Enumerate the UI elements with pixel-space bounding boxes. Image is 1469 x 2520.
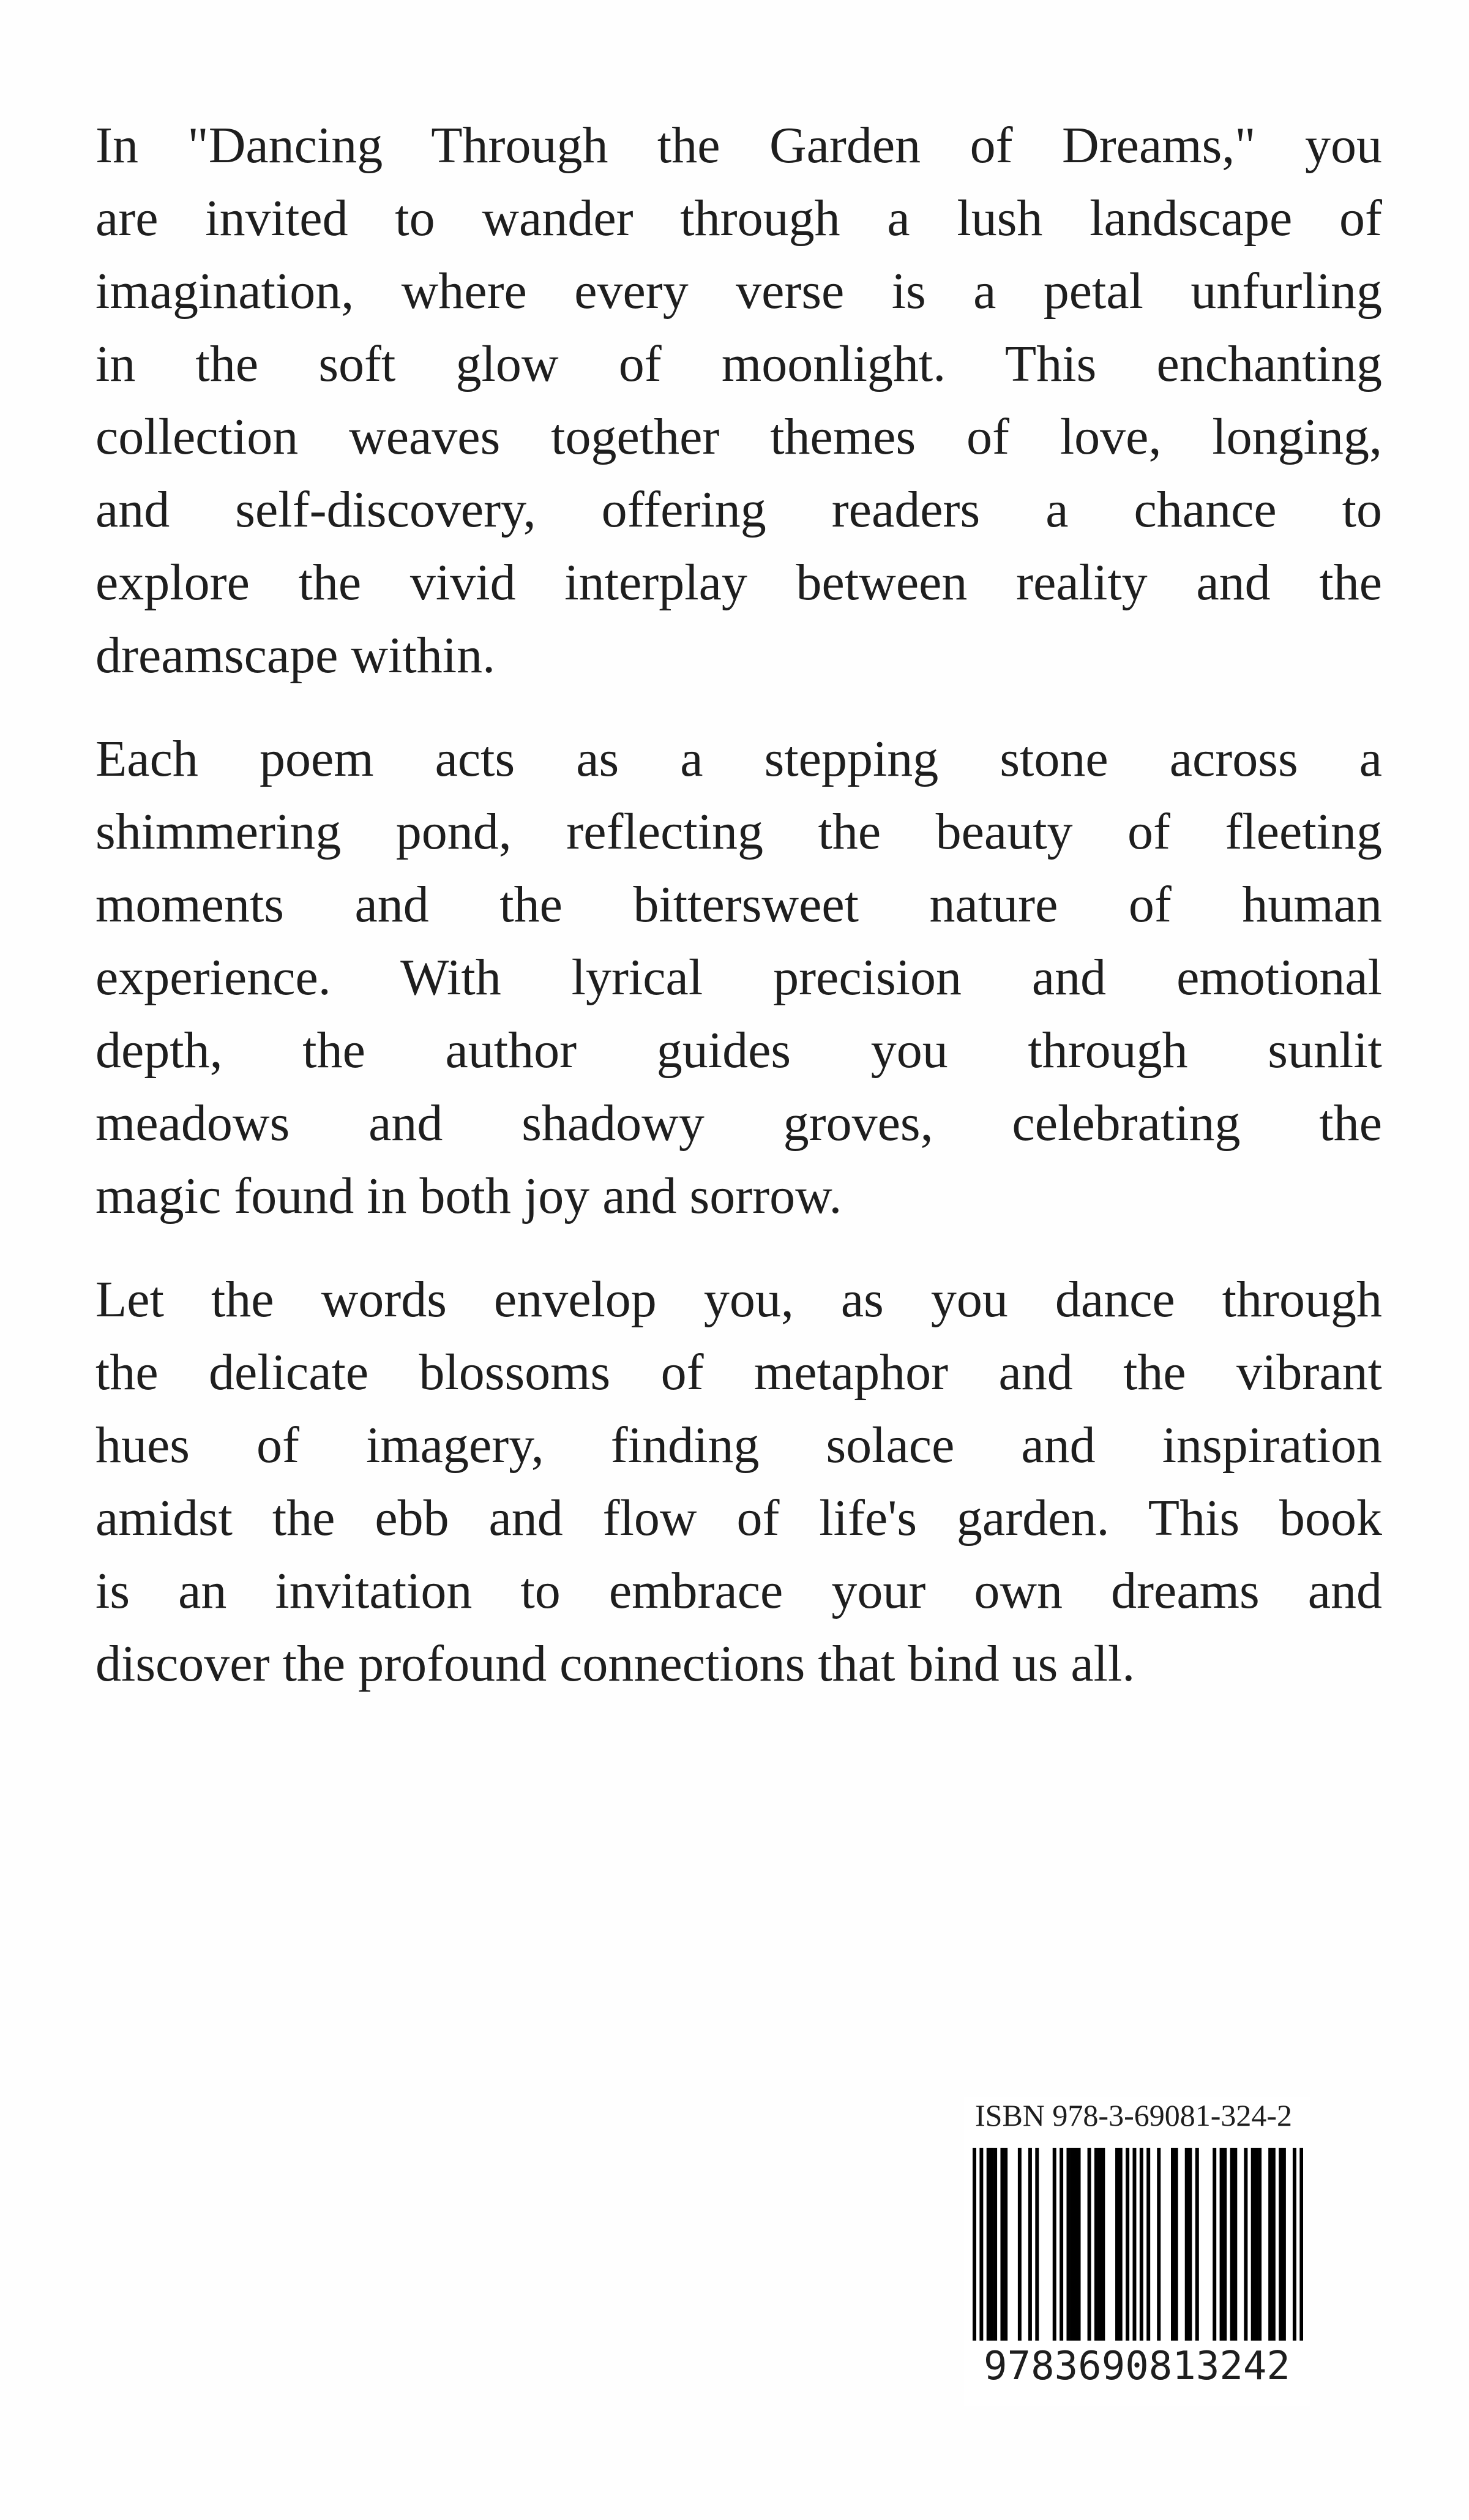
text-line: meadows and shadowy groves, celebrating the: [95, 1095, 1382, 1152]
back-cover-description: [95, 109, 1382, 1731]
barcode-bar: [1140, 2148, 1143, 2341]
isbn-barcode-block: [964, 2097, 1310, 2406]
barcode-bar: [1101, 2148, 1105, 2341]
barcode-bar: [1119, 2148, 1123, 2341]
barcode-bar: [1299, 2148, 1303, 2341]
barcode-bar: [1098, 2148, 1102, 2341]
barcode-bar: [1060, 2148, 1063, 2341]
barcode-bar: [1035, 2148, 1039, 2341]
barcode-bar: [1018, 2148, 1022, 2341]
barcode-bar: [1053, 2148, 1056, 2341]
text-line: the delicate blossoms of metaphor and the vibrant: [95, 1344, 1382, 1401]
barcode-bar: [1254, 2148, 1258, 2341]
description-paragraph: [95, 1263, 1382, 1700]
text-line: collection weaves together themes of love, longing,: [95, 408, 1382, 465]
barcode-bar: [1171, 2148, 1175, 2341]
barcode-bar: [1268, 2148, 1272, 2341]
text-line: dreamscape within.: [95, 627, 496, 684]
text-line: discover the profound connections that bind us all.: [95, 1635, 1135, 1692]
barcode-bar: [1000, 2148, 1004, 2341]
text-line: imagination, where every verse is a petal unfurling: [95, 263, 1382, 320]
barcode-bar: [1175, 2148, 1178, 2341]
barcode-bar: [1088, 2148, 1091, 2341]
barcode-bar: [1279, 2148, 1282, 2341]
barcode-bar: [1077, 2148, 1081, 2341]
barcode-bar: [1272, 2148, 1276, 2341]
barcode-bar: [1132, 2148, 1136, 2341]
barcode-bar: [1126, 2148, 1129, 2341]
text-line: In "Dancing Through the Garden of Dreams," you: [95, 117, 1382, 174]
text-line: shimmering pond, reflecting the beauty of fleeting: [95, 803, 1382, 860]
text-line: depth, the author guides you through sunlit: [95, 1022, 1382, 1079]
barcode-bar: [1244, 2148, 1247, 2341]
barcode-bar: [1115, 2148, 1119, 2341]
barcode-bar: [1188, 2148, 1192, 2341]
description-paragraph: [95, 109, 1382, 692]
barcode-bar: [1293, 2148, 1296, 2341]
text-line: moments and the bittersweet nature of human: [95, 876, 1382, 933]
text-line: magic found in both joy and sorrow.: [95, 1168, 842, 1224]
barcode-bar: [1004, 2148, 1007, 2341]
description-paragraph: [95, 722, 1382, 1232]
barcode-bar: [990, 2148, 993, 2341]
barcode-bar: [1146, 2148, 1150, 2341]
isbn-label: ISBN 978-3-69081-324-2: [975, 2098, 1293, 2132]
barcode-bar: [1074, 2148, 1077, 2341]
barcode-bar: [1251, 2148, 1255, 2341]
barcode-bar: [1213, 2148, 1216, 2341]
barcode-bar: [1066, 2148, 1070, 2341]
barcode-bar: [993, 2148, 997, 2341]
barcode-bar: [1220, 2148, 1224, 2341]
barcode-bar: [1094, 2148, 1098, 2341]
barcode-bar: [1233, 2148, 1237, 2341]
text-line: are invited to wander through a lush landscape of: [95, 190, 1382, 247]
barcode-bar: [1230, 2148, 1234, 2341]
barcode-bar: [1070, 2148, 1074, 2341]
barcode-bar: [1195, 2148, 1199, 2341]
text-line: experience. With lyrical precision and emotional: [95, 949, 1382, 1006]
barcode-icon: [973, 2148, 1303, 2341]
barcode-bar: [1282, 2148, 1286, 2341]
text-line: amidst the ebb and flow of life's garden. This book: [95, 1490, 1382, 1547]
barcode-bar: [1028, 2148, 1032, 2341]
barcode-bar: [973, 2148, 976, 2341]
ean-number: 9783690813242: [984, 2344, 1290, 2389]
text-line: Let the words envelop you, as you dance through: [95, 1271, 1382, 1328]
text-line: and self-discovery, offering readers a chance to: [95, 481, 1382, 538]
text-line: hues of imagery, finding solace and inspiration: [95, 1417, 1382, 1474]
barcode-bar: [1185, 2148, 1189, 2341]
barcode-bar: [1258, 2148, 1262, 2341]
text-line: Each poem acts as a stepping stone across a: [95, 730, 1382, 787]
barcode-bar: [1223, 2148, 1227, 2341]
text-line: is an invitation to embrace your own dreams and: [95, 1562, 1382, 1619]
barcode-bar: [979, 2148, 983, 2341]
text-line: explore the vivid interplay between reality and the: [95, 554, 1382, 611]
barcode-bar: [1157, 2148, 1161, 2341]
barcode-bar: [987, 2148, 990, 2341]
text-line: in the soft glow of moonlight. This enchanting: [95, 336, 1382, 392]
